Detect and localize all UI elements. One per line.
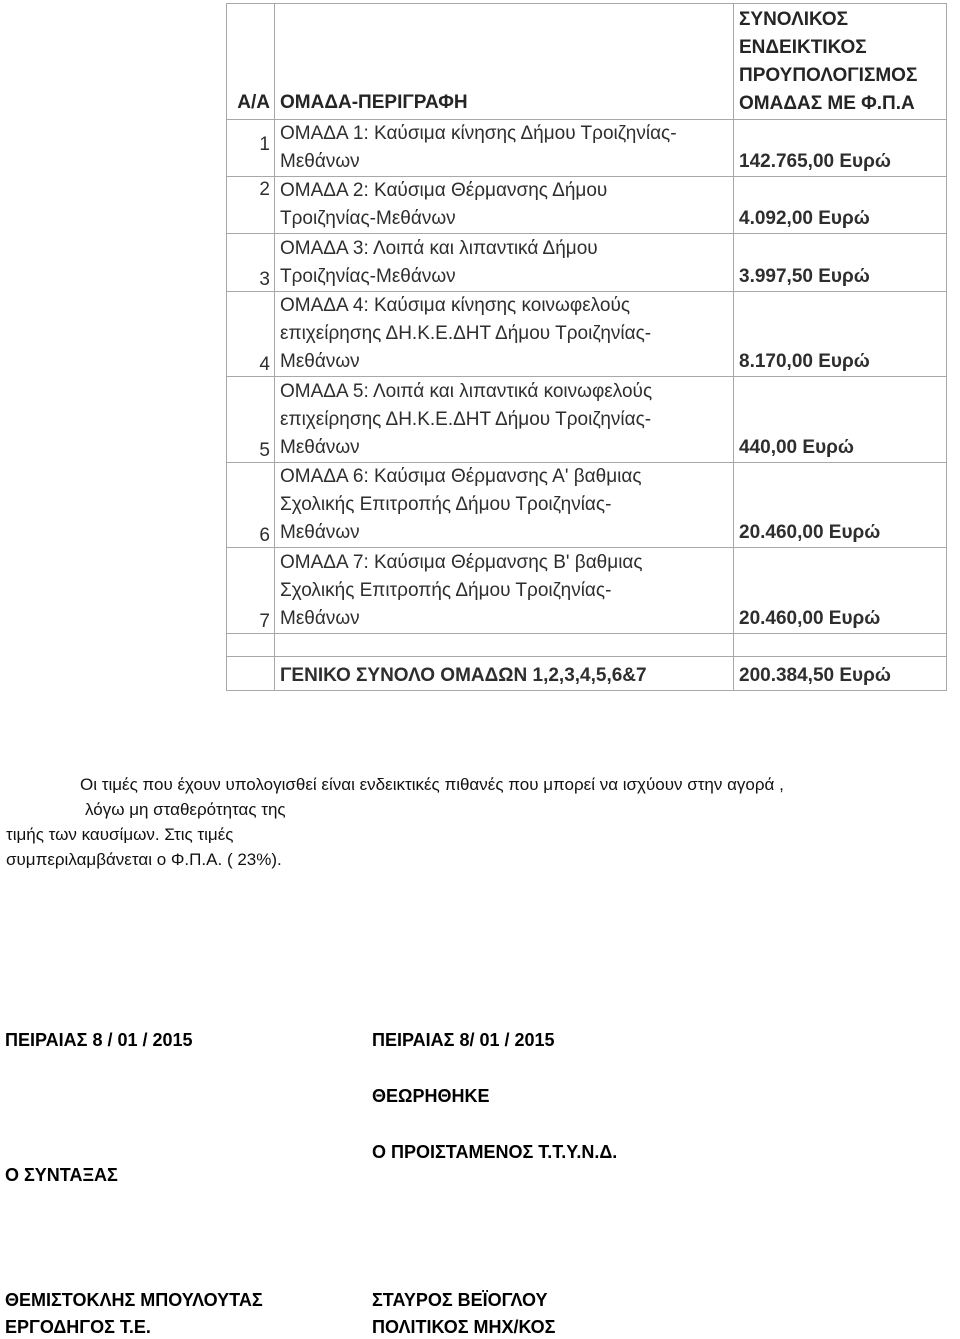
- row-number: 3: [227, 234, 275, 291]
- row-number: 4: [227, 291, 275, 376]
- table-row: [227, 119, 947, 176]
- row-description-line: Τροιζηνίας-Μεθάνων: [280, 265, 456, 287]
- row-description-line: ΟΜΑΔΑ 3: Λοιπά και λιπαντικά Δήμου: [280, 237, 598, 259]
- row-description-line: ΟΜΑΔΑ 1: Καύσιμα κίνησης Δήμου Τροιζηνίας-: [280, 123, 677, 144]
- row-description-line: Μεθάνων: [280, 607, 360, 629]
- row-description-line: ΟΜΑΔΑ 6: Καύσιμα Θέρμανσης Α' βαθμιας: [280, 466, 642, 488]
- grand-total-row: [227, 656, 947, 690]
- row-description-line: επιχείρησης ΔΗ.Κ.Ε.ΔΗΤ Δήμου Τροιζηνίας-: [280, 408, 652, 430]
- row-description: [275, 548, 734, 633]
- row-amount: 8.170,00 Ευρώ: [734, 291, 947, 376]
- row-description-line: Σχολικής Επιτροπής Δήμου Τροιζηνίας-: [280, 494, 612, 516]
- row-amount: 440,00 Ευρώ: [734, 377, 947, 462]
- right-name: ΣΤΑΥΡΟΣ ΒΕΪΟΓΛΟΥ: [372, 1290, 548, 1310]
- row-description: [275, 119, 734, 176]
- table-row: [227, 462, 947, 547]
- row-description-line: Μεθάνων: [280, 151, 360, 172]
- table-row: [227, 291, 947, 376]
- empty-cell: [227, 656, 275, 690]
- row-amount: 20.460,00 Ευρώ: [734, 548, 947, 633]
- table-header-row: [227, 4, 947, 120]
- row-amount: 20.460,00 Ευρώ: [734, 462, 947, 547]
- row-amount: 4.092,00 Ευρώ: [734, 177, 947, 234]
- empty-row: [227, 633, 947, 656]
- row-description: [275, 291, 734, 376]
- header-total: [734, 4, 947, 120]
- row-description: [275, 177, 734, 234]
- left-title: ΕΡΓΟΔΗΓΟΣ Τ.Ε.: [5, 1317, 151, 1337]
- row-description-line: Τροιζηνίας-Μεθάνων: [280, 208, 456, 230]
- header-group: ΟΜΑΔΑ-ΠΕΡΙΓΡΑΦΗ: [275, 4, 734, 120]
- table-row: [227, 548, 947, 633]
- right-title: ΠΟΛΙΤΙΚΟΣ ΜΗΧ/ΚΟΣ: [372, 1317, 556, 1337]
- row-description-line: Μεθάνων: [280, 522, 360, 544]
- empty-cell: [734, 633, 947, 656]
- note-line: τιμής των καυσίμων. Στις τιμές: [6, 825, 234, 844]
- row-description: [275, 234, 734, 291]
- grand-total-amount: 200.384,50 Ευρώ: [734, 656, 947, 690]
- empty-cell: [275, 633, 734, 656]
- header-total-line: ΠΡΟΥΠΟΛΟΓΙΣΜΟΣ: [739, 65, 918, 86]
- row-description-line: Σχολικής Επιτροπής Δήμου Τροιζηνίας-: [280, 579, 612, 601]
- header-total-line: ΟΜΑΔΑΣ ΜΕ Φ.Π.Α: [739, 93, 915, 114]
- row-number: 2: [227, 177, 275, 234]
- grand-total-label: ΓΕΝΙΚΟ ΣΥΝΟΛΟ ΟΜΑΔΩΝ 1,2,3,4,5,6&7: [275, 656, 734, 690]
- note-line: λόγω μη σταθερότητας της: [85, 800, 286, 819]
- left-name: ΘΕΜΙΣΤΟΚΛΗΣ ΜΠΟΥΛΟΥΤΑΣ: [5, 1290, 263, 1310]
- row-description-line: ΟΜΑΔΑ 2: Καύσιμα Θέρμανσης Δήμου: [280, 180, 608, 202]
- row-description: [275, 462, 734, 547]
- row-number: 7: [227, 548, 275, 633]
- left-role: Ο ΣΥΝΤΑΞΑΣ: [5, 1165, 118, 1185]
- row-number: 5: [227, 377, 275, 462]
- row-description-line: επιχείρησης ΔΗ.Κ.Ε.ΔΗΤ Δήμου Τροιζηνίας-: [280, 323, 652, 345]
- row-amount: 3.997,50 Ευρώ: [734, 234, 947, 291]
- row-description-line: Μεθάνων: [280, 436, 360, 458]
- table-row: [227, 234, 947, 291]
- checked-label: ΘΕΩΡΗΘΗΚΕ: [372, 1086, 490, 1106]
- row-amount: 142.765,00 Ευρώ: [734, 119, 947, 176]
- row-description-line: ΟΜΑΔΑ 5: Λοιπά και λιπαντικά κοινωφελούς: [280, 380, 653, 402]
- table-row: [227, 177, 947, 234]
- row-description-line: ΟΜΑΔΑ 7: Καύσιμα Θέρμανσης Β' βαθμιας: [280, 551, 643, 573]
- header-total-line: ΕΝΔΕΙΚΤΙΚΟΣ: [739, 37, 867, 58]
- table-row: [227, 377, 947, 462]
- budget-table: [226, 3, 947, 691]
- row-description-line: ΟΜΑΔΑ 4: Καύσιμα κίνησης κοινωφελούς: [280, 295, 630, 317]
- empty-cell: [227, 633, 275, 656]
- row-description-line: Μεθάνων: [280, 351, 360, 373]
- header-aa: Α/Α: [227, 4, 275, 120]
- left-place-date: ΠΕΙΡΑΙΑΣ 8 / 01 / 2015: [5, 1030, 193, 1050]
- row-number: 6: [227, 462, 275, 547]
- header-total-line: ΣΥΝΟΛΙΚΟΣ: [739, 9, 849, 30]
- row-number: 1: [227, 119, 275, 176]
- note-line: Οι τιμές που έχουν υπολογισθεί είναι ενδεικτικές πιθανές που μπορεί να ισχύουν στην αγορά ,: [80, 775, 784, 794]
- note-line: συμπεριλαμβάνεται ο Φ.Π.Α. ( 23%).: [6, 850, 282, 869]
- right-place-date: ΠΕΙΡΑΙΑΣ 8/ 01 / 2015: [372, 1030, 555, 1050]
- row-description: [275, 377, 734, 462]
- right-role: Ο ΠΡΟΙΣΤΑΜΕΝΟΣ Τ.Τ.Υ.Ν.Δ.: [372, 1142, 618, 1162]
